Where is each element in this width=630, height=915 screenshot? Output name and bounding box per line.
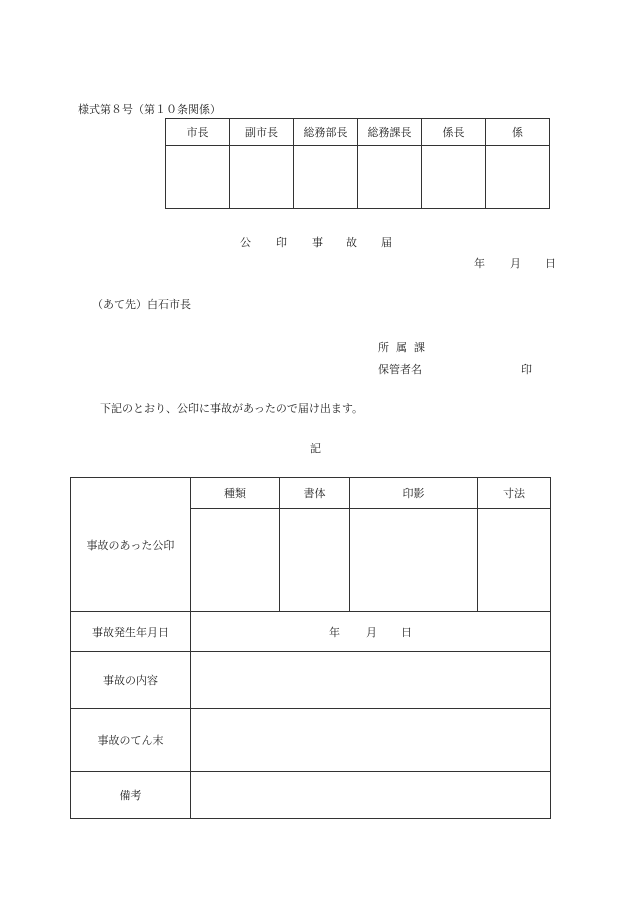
seal-size-header: 寸法 [478,478,551,509]
approval-stamp-cell[interactable] [486,146,550,209]
accident-detail-table [70,477,551,819]
dept-char: 属 [396,341,407,354]
accident-details-label: 事故のてん末 [71,709,191,772]
remarks-cell[interactable] [191,772,551,819]
accident-date-label: 事故発生年月日 [71,612,191,652]
seal-size-cell[interactable] [478,509,551,612]
title-char: 事 [312,236,323,249]
date-year-label: 年 [474,257,485,270]
seal-impression-cell[interactable] [350,509,478,612]
approval-header-general-affairs-director: 総務部長 [294,119,358,146]
seal-mark: 印 [521,363,532,376]
accident-month-label: 月 [366,625,377,639]
date-month-label: 月 [510,257,521,270]
seal-type-cell[interactable] [191,509,280,612]
seal-typeface-header: 書体 [280,478,350,509]
remarks-label: 備考 [71,772,191,819]
title-char: 公 [240,236,251,249]
accident-year-label: 年 [329,625,340,639]
seal-impression-header: 印影 [350,478,478,509]
approval-stamp-cell[interactable] [166,146,230,209]
approval-header-vice-mayor: 副市長 [230,119,294,146]
dept-char: 所 [378,341,389,354]
approval-header-mayor: 市長 [166,119,230,146]
manager-name-label: 保管者名 [378,363,422,376]
dept-char: 課 [414,341,425,354]
approval-stamp-cell[interactable] [230,146,294,209]
approval-stamp-cell[interactable] [422,146,486,209]
date-day-label: 日 [545,257,556,270]
ki-heading: 記 [310,442,321,455]
accident-date-cell[interactable] [191,612,551,652]
title-char: 届 [381,236,392,249]
seal-type-header: 種類 [191,478,280,509]
approval-header-staff: 係 [486,119,550,146]
approval-stamp-cell[interactable] [294,146,358,209]
title-char: 故 [346,236,357,249]
approval-header-general-affairs-manager: 総務課長 [358,119,422,146]
body-text: 下記のとおり、公印に事故があったので届け出ます。 [100,402,364,415]
approval-header-chief: 係長 [422,119,486,146]
title-char: 印 [276,236,287,249]
addressee: （あて先）白石市長 [92,298,191,311]
approval-stamp-table [165,118,550,209]
accident-seal-label: 事故のあった公印 [71,478,191,612]
accident-content-cell[interactable] [191,652,551,709]
accident-details-cell[interactable] [191,709,551,772]
approval-stamp-cell[interactable] [358,146,422,209]
accident-content-label: 事故の内容 [71,652,191,709]
form-number: 様式第８号（第１０条関係） [78,103,221,116]
accident-day-label: 日 [401,625,412,639]
seal-typeface-cell[interactable] [280,509,350,612]
